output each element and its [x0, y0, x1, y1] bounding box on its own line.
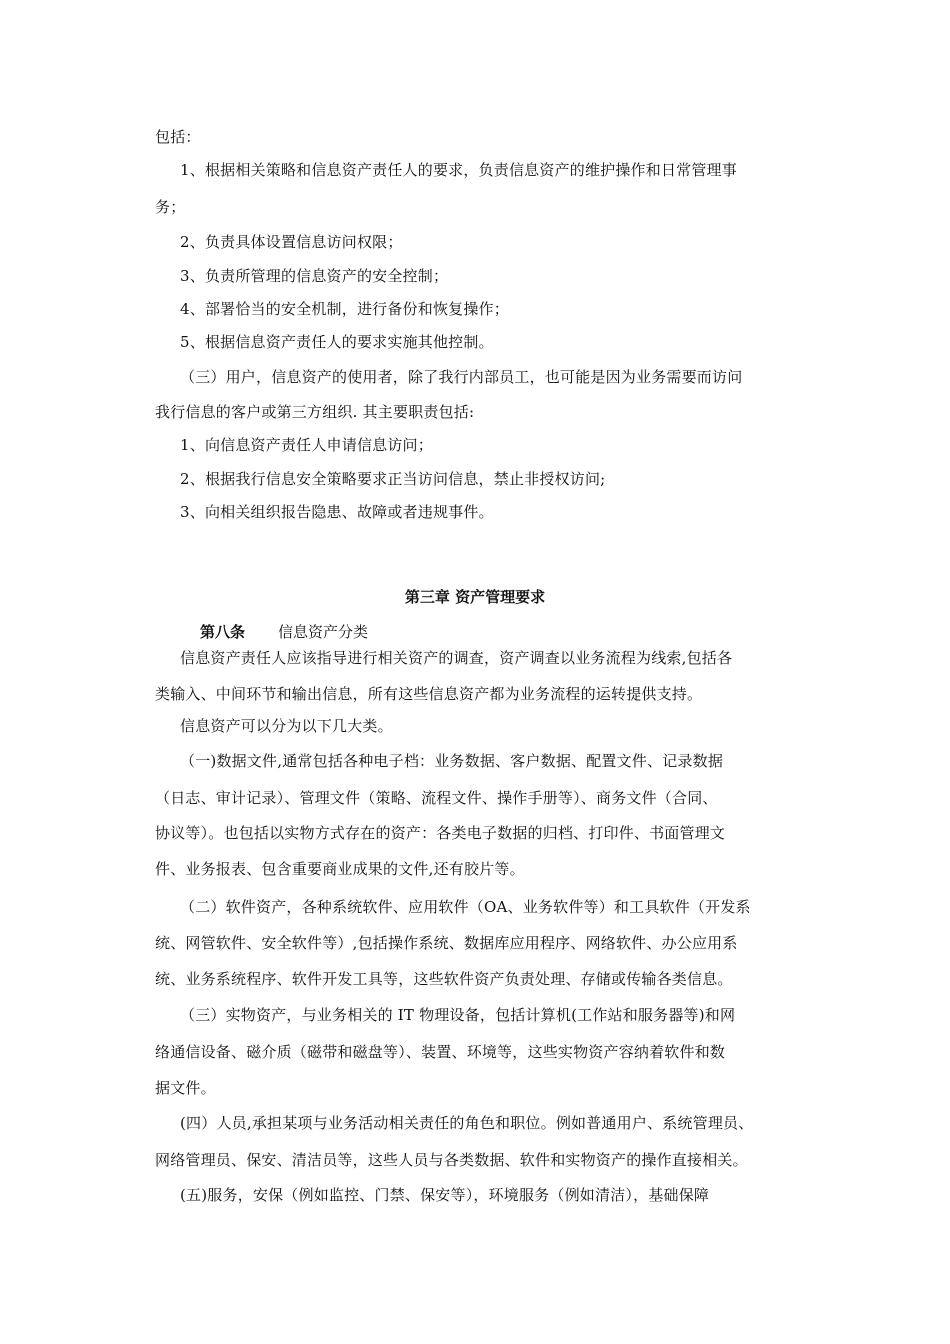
user-duty-item-1: 1、向信息资产责任人申请信息访问；	[180, 436, 433, 454]
duty-item-1: 1、根据相关策略和信息资产责任人的要求，负责信息资产的维护操作和日常管理事	[180, 161, 737, 179]
article-title: 信息资产分类	[278, 623, 369, 641]
duty-item-3: 3、负责所管理的信息资产的安全控制；	[180, 267, 449, 285]
data-files-line-4: 件、业务报表、包含重要商业成果的文件,还有胶片等。	[155, 860, 525, 878]
software-line-1: （二）软件资产，各种系统软件、应用软件（OA、业务软件等）和工具软件（开发系	[180, 898, 751, 916]
software-line-2: 统、网管软件、安全软件等）,包括操作系统、数据库应用程序、网络软件、办公应用系	[155, 934, 738, 952]
data-files-line-2: （日志、审计记录）、管理文件（策略、流程文件、操作手册等）、商务文件（合同、	[155, 789, 718, 807]
chapter-title: 第三章 资产管理要求	[404, 588, 546, 606]
data-files-line-3: 协议等）。也包括以实物方式存在的资产：各类电子数据的归档、打印件、书面管理文	[155, 824, 726, 842]
body-paragraph-1-line-1: 信息资产责任人应该指导进行相关资产的调查，资产调查以业务流程为线索,包括各	[180, 649, 733, 667]
article-number: 第八条	[200, 623, 246, 641]
services-line-1: (五)服务，安保（例如监控、门禁、保安等），环境服务（例如清洁），基础保障	[180, 1186, 710, 1204]
data-files-line-1: （一)数据文件,通常包括各种电子档：业务数据、客户数据、配置文件、记录数据	[180, 752, 724, 770]
intro-lead: 包括：	[155, 128, 201, 146]
duty-item-1-continued: 务；	[155, 198, 186, 216]
physical-line-2: 络通信设备、磁介质（磁带和磁盘等）、装置、环境等，这些实物资产容纳着软件和数	[155, 1043, 726, 1061]
user-duty-item-2: 2、根据我行信息安全策略要求正当访问信息，禁止非授权访问;	[180, 470, 606, 488]
physical-line-1: （三）实物资产，与业务相关的 IT 物理设备，包括计算机(工作站和服务器等)和网	[180, 1006, 736, 1024]
body-paragraph-2: 信息资产可以分为以下几大类。	[180, 717, 393, 735]
personnel-line-2: 网络管理员、保安、清洁员等，这些人员与各类数据、软件和实物资产的操作直接相关。	[155, 1151, 748, 1169]
body-paragraph-1-line-2: 类输入、中间环节和输出信息，所有这些信息资产都为业务流程的运转提供支持。	[155, 685, 703, 703]
user-duty-item-3: 3、向相关组织报告隐患、故障或者违规事件。	[180, 503, 494, 521]
duty-item-4: 4、部署恰当的安全机制，进行备份和恢复操作；	[180, 300, 509, 318]
user-paragraph-line-1: （三）用户，信息资产的使用者，除了我行内部员工，也可能是因为业务需要而访问	[180, 368, 743, 386]
personnel-line-1: (四）人员,承担某项与业务活动相关责任的角色和职位。例如普通用户、系统管理员、	[180, 1114, 754, 1132]
duty-item-2: 2、负责具体设置信息访问权限；	[180, 233, 403, 251]
software-line-3: 统、业务系统程序、软件开发工具等，这些软件资产负责处理、存储或传输各类信息。	[155, 970, 733, 988]
duty-item-5: 5、根据信息资产责任人的要求实施其他控制。	[180, 333, 494, 351]
physical-line-3: 据文件。	[155, 1079, 216, 1097]
user-paragraph-line-2: 我行信息的客户或第三方组织. 其主要职责包括:	[155, 403, 475, 421]
